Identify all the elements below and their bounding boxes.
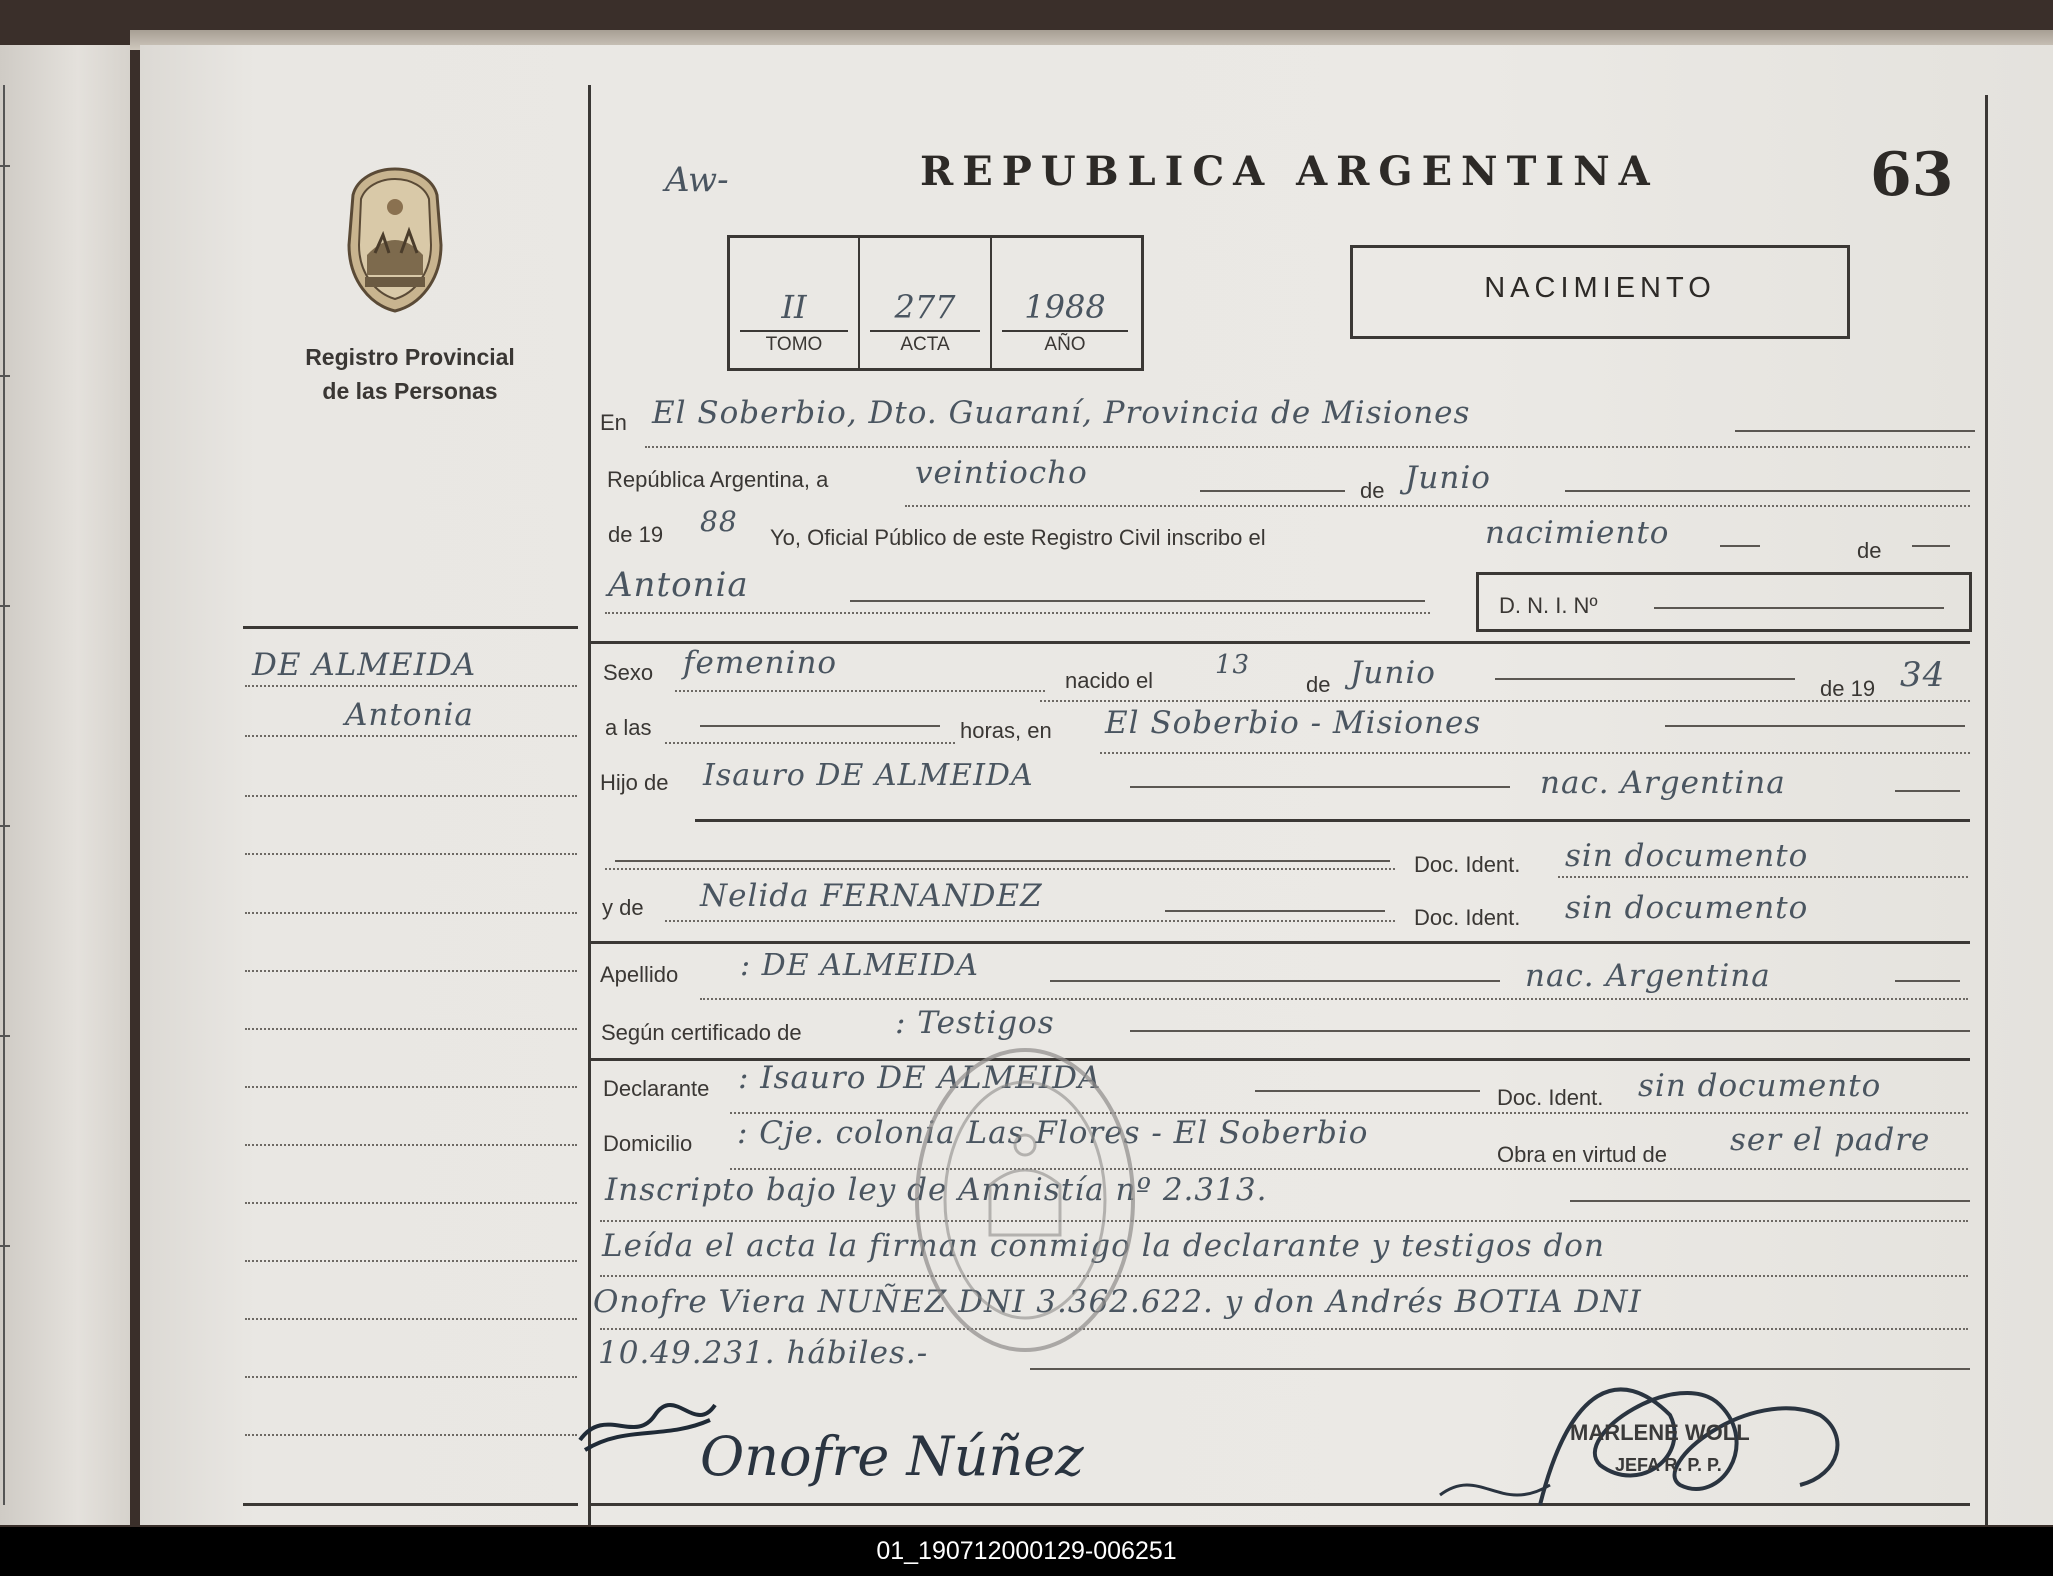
margin-dotted-line bbox=[245, 685, 577, 687]
sex-value: femenino bbox=[683, 645, 838, 681]
fill-line bbox=[1570, 1200, 1970, 1202]
birth-day: 13 bbox=[1215, 650, 1251, 680]
birth-year: 34 bbox=[1900, 655, 1946, 695]
registration-month: Junio bbox=[1405, 460, 1491, 496]
dotted-line bbox=[1558, 876, 1968, 878]
fill-line bbox=[1895, 980, 1960, 982]
dotted-line bbox=[645, 446, 1970, 448]
margin-given-name: Antonia bbox=[345, 697, 474, 733]
registry-title bbox=[270, 340, 550, 408]
segun-label: Según certificado de bbox=[601, 1020, 802, 1045]
dotted-line bbox=[605, 612, 1430, 614]
record-type-box bbox=[1350, 245, 1850, 339]
dotted-line bbox=[600, 1275, 1968, 1277]
declarant-document: sin documento bbox=[1638, 1068, 1882, 1104]
obra-label: Obra en virtud de bbox=[1497, 1142, 1667, 1167]
acta-label: ACTA bbox=[900, 334, 950, 355]
de-label-2: de bbox=[1857, 538, 1882, 563]
act-type: nacimiento bbox=[1485, 515, 1670, 551]
nacido-label: nacido el bbox=[1065, 668, 1154, 693]
official-name: MARLENE WOLL bbox=[1570, 1420, 1750, 1445]
section-rule bbox=[590, 941, 1970, 944]
note-line-4: 10.49.231. hábiles.- bbox=[598, 1335, 929, 1371]
tomo-value: II bbox=[781, 288, 807, 326]
place-of-registration: El Soberbio, Dto. Guaraní, Provincia de Misiones bbox=[652, 395, 1471, 431]
dotted-line bbox=[1100, 752, 1970, 754]
dni-label: D. N. I. Nº bbox=[1499, 593, 1598, 618]
registered-person: Antonia bbox=[608, 565, 749, 605]
fill-line bbox=[1735, 430, 1975, 432]
republica-label: República Argentina, a bbox=[607, 467, 829, 492]
margin-dotted-line bbox=[245, 1202, 577, 1204]
dotted-line bbox=[700, 998, 1968, 1000]
fill-line bbox=[1665, 725, 1965, 727]
year-prefix: de 19 bbox=[608, 522, 664, 547]
alas-label: a las bbox=[605, 715, 652, 740]
dotted-line bbox=[600, 1220, 1968, 1222]
margin-dotted-line bbox=[245, 795, 577, 797]
de-label: de bbox=[1360, 478, 1385, 503]
birth-place: El Soberbio - Misiones bbox=[1105, 705, 1482, 741]
dotted-line bbox=[665, 742, 955, 744]
fill-line bbox=[1720, 545, 1760, 547]
margin-dotted-line bbox=[245, 853, 577, 855]
image-id-bar bbox=[0, 1527, 2053, 1576]
mother-name: Nelida FERNANDEZ bbox=[700, 878, 1043, 914]
record-reference-box bbox=[727, 235, 1144, 371]
left-signature: Onofre Núñez bbox=[700, 1425, 1084, 1488]
domicilio-label: Domicilio bbox=[603, 1131, 693, 1156]
horas-label: horas, en bbox=[960, 718, 1052, 743]
official-title: JEFA R. P. P. bbox=[1615, 1455, 1722, 1475]
fill-line bbox=[1130, 786, 1510, 788]
yo-statement: Yo, Oficial Público de este Registro Civil inscribo el bbox=[770, 525, 1266, 550]
surname-nationality: nac. Argentina bbox=[1525, 958, 1771, 994]
margin-dotted-line bbox=[245, 912, 577, 914]
birth-year-prefix: de 19 bbox=[1820, 676, 1876, 701]
fill-line bbox=[1050, 980, 1500, 982]
margin-dotted-line bbox=[245, 1028, 577, 1030]
surname-value: : DE ALMEIDA bbox=[740, 948, 979, 983]
left-page-edge bbox=[0, 45, 130, 1525]
margin-surname: DE ALMEIDA bbox=[252, 647, 477, 683]
section-rule bbox=[590, 641, 1970, 644]
sexo-label: Sexo bbox=[603, 660, 654, 685]
doc-label-2: Doc. Ident. bbox=[1414, 905, 1521, 930]
father-nationality: nac. Argentina bbox=[1540, 765, 1786, 801]
right-border bbox=[1985, 95, 1988, 1525]
margin-dotted-line bbox=[245, 1434, 577, 1436]
en-label: En bbox=[600, 410, 627, 435]
dotted-line bbox=[605, 868, 1395, 870]
fill-line bbox=[1255, 1090, 1480, 1092]
margin-dotted-line bbox=[245, 1086, 577, 1088]
tomo-label: TOMO bbox=[765, 334, 823, 355]
declarant-name: : Isauro DE ALMEIDA bbox=[738, 1060, 1102, 1096]
registration-day: veintiocho bbox=[915, 455, 1088, 491]
section-rule bbox=[695, 819, 1970, 822]
hijo-label: Hijo de bbox=[600, 770, 669, 795]
capacity-value: ser el padre bbox=[1730, 1122, 1931, 1158]
margin-dotted-line bbox=[245, 1144, 577, 1146]
fill-line bbox=[1130, 1030, 1970, 1032]
doc-label-3: Doc. Ident. bbox=[1497, 1085, 1604, 1110]
fill-line bbox=[1495, 678, 1795, 680]
father-document: sin documento bbox=[1565, 838, 1809, 874]
fill-line bbox=[1912, 545, 1950, 547]
column-divider bbox=[588, 85, 591, 1525]
record-type: NACIMIENTO bbox=[1484, 272, 1716, 304]
de-label-3: de bbox=[1306, 672, 1331, 697]
dotted-line bbox=[675, 690, 1045, 692]
anio-value: 1988 bbox=[1024, 288, 1106, 326]
fill-line bbox=[850, 600, 1425, 602]
note-line-3: Onofre Viera NUÑEZ DNI 3.362.622. y don Andrés BOTIA DNI bbox=[593, 1284, 1642, 1320]
fill-line bbox=[700, 725, 940, 727]
fill-line bbox=[1200, 490, 1345, 492]
anio-label: AÑO bbox=[1044, 334, 1086, 355]
address-value: : Cje. colonia Las Flores - El Soberbio bbox=[737, 1115, 1369, 1151]
margin-rule bbox=[243, 1503, 578, 1506]
fill-line bbox=[615, 860, 1390, 862]
anio-cell bbox=[992, 238, 1138, 368]
father-name: Isauro DE ALMEIDA bbox=[703, 758, 1034, 793]
registry-title-line2: de las Personas bbox=[322, 378, 498, 404]
dotted-line bbox=[665, 920, 1395, 922]
tomo-cell bbox=[730, 238, 858, 368]
doc-label: Doc. Ident. bbox=[1414, 852, 1521, 877]
dotted-line bbox=[600, 1328, 1968, 1330]
margin-dotted-line bbox=[245, 735, 577, 737]
margin-rule bbox=[243, 626, 578, 629]
margin-dotted-line bbox=[245, 1260, 577, 1262]
certificate-source: : Testigos bbox=[895, 1005, 1055, 1041]
fill-line bbox=[1654, 607, 1944, 609]
fill-line bbox=[1895, 790, 1960, 792]
acta-cell bbox=[860, 238, 990, 368]
note-line-1: Inscripto bajo ley de Amnistía nº 2.313. bbox=[605, 1172, 1268, 1208]
fill-line bbox=[1165, 910, 1385, 912]
dotted-line bbox=[905, 505, 1970, 507]
image-id: 01_190712000129-006251 bbox=[876, 1537, 1177, 1565]
margin-dotted-line bbox=[245, 1376, 577, 1378]
mother-document: sin documento bbox=[1565, 890, 1809, 926]
dotted-line bbox=[1040, 700, 1970, 702]
registry-title-line1: Registro Provincial bbox=[305, 344, 515, 370]
official-stamp-icon bbox=[905, 1035, 1145, 1365]
dni-box bbox=[1476, 572, 1972, 632]
declarante-label: Declarante bbox=[603, 1076, 710, 1101]
provincial-seal-icon bbox=[345, 165, 445, 315]
page-number: 63 bbox=[1870, 140, 1954, 210]
margin-dotted-line bbox=[245, 970, 577, 972]
registration-year: 88 bbox=[700, 505, 738, 538]
margin-dotted-line bbox=[245, 1318, 577, 1320]
apellido-label: Apellido bbox=[600, 962, 679, 987]
country-title: REPUBLICA ARGENTINA bbox=[920, 148, 1659, 195]
birth-month: Junio bbox=[1350, 655, 1436, 691]
fill-line bbox=[1565, 490, 1970, 492]
acta-value: 277 bbox=[894, 288, 956, 326]
handwritten-reference: Aw- bbox=[665, 160, 729, 200]
note-line-2: Leída el acta la firman conmigo la declarante y testigos don bbox=[602, 1228, 1605, 1264]
yde-label: y de bbox=[602, 895, 644, 920]
